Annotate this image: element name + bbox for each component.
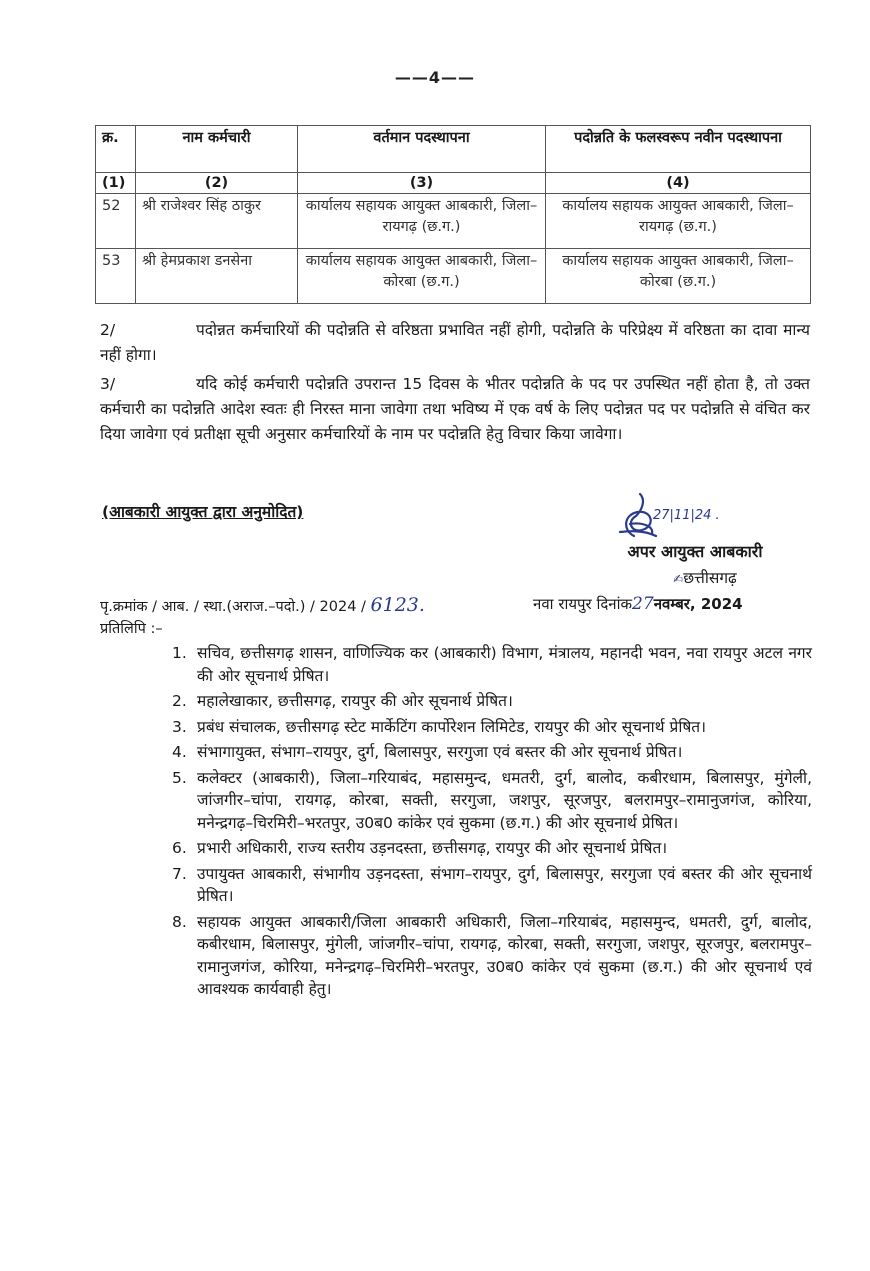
- paragraph-number: 3/: [100, 375, 116, 393]
- list-item: [172, 690, 812, 713]
- place-date-prefix: नवा रायपुर दिनांक: [533, 595, 633, 613]
- paragraph-number: 2/: [100, 321, 116, 339]
- reference-number: [100, 594, 425, 616]
- reference-prefix: पृ.क्रमांक / आब. / स्था.(अराज.–पदो.) / 2024 /: [100, 599, 371, 615]
- item-text: संभागायुक्त, संभाग–रायपुर, दुर्ग, बिलासपुर, सरगुजा एवं बस्तर की ओर सूचनार्थ प्रेषित।: [197, 743, 683, 761]
- handwritten-day: 27: [632, 594, 654, 614]
- item-number: 4.: [172, 743, 187, 761]
- approval-note: (आबकारी आयुक्त द्वारा अनुमोदित): [102, 503, 304, 521]
- header-serial: क्र.: [96, 126, 136, 173]
- list-item: [172, 767, 812, 835]
- header-employee-name: नाम कर्मचारी: [136, 126, 298, 173]
- employee-name: श्री राजेश्वर सिंह ठाकुर: [136, 194, 298, 249]
- signatory-state: [620, 566, 790, 588]
- employee-name: श्री हेमप्रकाश डनसेना: [136, 249, 298, 304]
- table-row: [96, 249, 811, 304]
- signatory-designation: अपर आयुक्त आबकारी: [627, 542, 763, 561]
- item-number: 3.: [172, 717, 187, 736]
- signature-date: 27|11|24 .: [653, 508, 720, 523]
- paragraph-text: यदि कोई कर्मचारी पदोन्नति उपरान्त 15 दिवस के भीतर पदोन्नति के पद पर उपस्थित नहीं होता है, तो उक्त कर्मचारी का पदोन्नति आदेश स्वतः ही निरस्त माना जावेगा तथा भविष्य में एक वर्ष के लिए पदोन्नत पद पर पदोन्नति से वंचित कर दिया जावेगा एवं प्रतीक्षा सूची अनुसार कर्मचारियों के नाम पर पदोन्नति हेतु विचार किया जावेगा।: [100, 375, 810, 443]
- serial-number: 52: [96, 194, 136, 249]
- new-posting: कार्यालय सहायक आयुक्त आबकारी, जिला–रायगढ़ (छ.ग.): [546, 194, 811, 249]
- month-year: नवम्बर, 2024: [653, 595, 743, 613]
- item-number: 1.: [172, 644, 187, 662]
- item-number: 6.: [172, 839, 187, 857]
- item-text: प्रभारी अधिकारी, राज्य स्तरीय उड़नदस्ता, छत्तीसगढ़, रायपुर की ओर सूचनार्थ प्रेषित।: [197, 839, 668, 857]
- list-item: [172, 642, 812, 687]
- copy-to-list: [172, 642, 812, 1004]
- header-new-posting: पदोन्नति के फलस्वरूप नवीन पदस्थापना: [546, 126, 811, 173]
- item-number: 8.: [172, 912, 187, 931]
- promotion-posting-table: [95, 125, 811, 304]
- item-number: 7.: [172, 864, 187, 883]
- column-number: (2): [136, 173, 298, 194]
- column-number: (4): [546, 173, 811, 194]
- list-item: [172, 741, 812, 764]
- list-item: [172, 837, 812, 860]
- state-name: छत्तीसगढ़: [683, 569, 737, 587]
- initial-mark-icon: ✍: [673, 572, 684, 586]
- copy-to-label: प्रतिलिपि :–: [100, 621, 163, 637]
- column-number-row: [96, 173, 811, 194]
- list-item: [172, 911, 812, 1001]
- table-row: [96, 194, 811, 249]
- new-posting: कार्यालय सहायक आयुक्त आबकारी, जिला–कोरबा (छ.ग.): [546, 249, 811, 304]
- handwritten-reference-number: 6123.: [370, 594, 425, 616]
- place-and-date: [533, 594, 743, 614]
- serial-number: 53: [96, 249, 136, 304]
- list-item: [172, 863, 812, 908]
- paragraph-text: पदोन्नत कर्मचारियों की पदोन्नति से वरिष्ठता प्रभावित नहीं होगी, पदोन्नति के परिप्रेक्ष्य में वरिष्ठता का दावा मान्य नहीं होगा।: [100, 321, 810, 364]
- page-number: ——4——: [394, 68, 476, 87]
- item-number: 2.: [172, 692, 187, 710]
- list-item: [172, 716, 812, 739]
- table-header-row: [96, 126, 811, 173]
- item-text: कलेक्टर (आबकारी), जिला–गरियाबंद, महासमुन्द, धमतरी, दुर्ग, बालोद, कबीरधाम, बिलासपुर, मुंगेली, जांजगीर–चांपा, रायगढ़, कोरबा, सक्ती, सरगुजा, जशपुर, सूरजपुर, बलरामपुर–रामानुजगंज, कोरिया, मनेन्द्रगढ़–चिरमिरी–भरतपुर, उ0ब0 कांकेर एवं सुकमा (छ.ग.) की ओर सूचनार्थ प्रेषित।: [197, 768, 812, 832]
- column-number: (1): [96, 173, 136, 194]
- item-text: प्रबंध संचालक, छत्तीसगढ़ स्टेट मार्केटिंग कार्पोरेशन लिमिटेड, रायपुर की ओर सूचनार्थ प्रेषित।: [197, 717, 706, 736]
- paragraph-3: [100, 372, 810, 447]
- item-number: 5.: [172, 768, 187, 787]
- paragraph-2: [100, 318, 810, 368]
- item-text: महालेखाकार, छत्तीसगढ़, रायपुर की ओर सूचनार्थ प्रेषित।: [197, 692, 513, 710]
- header-current-posting: वर्तमान पदस्थापना: [298, 126, 546, 173]
- current-posting: कार्यालय सहायक आयुक्त आबकारी, जिला–रायगढ़ (छ.ग.): [298, 194, 546, 249]
- item-text: सचिव, छत्तीसगढ़ शासन, वाणिज्यिक कर (आबकारी) विभाग, मंत्रालय, महानदी भवन, नवा रायपुर अटल नगर की ओर सूचनार्थ प्रेषित।: [197, 644, 812, 685]
- item-text: उपायुक्त आबकारी, संभागीय उड़नदस्ता, संभाग–रायपुर, दुर्ग, बिलासपुर, सरगुजा एवं बस्तर की ओर सूचनार्थ प्रेषित।: [197, 864, 812, 905]
- column-number: (3): [298, 173, 546, 194]
- current-posting: कार्यालय सहायक आयुक्त आबकारी, जिला–कोरबा (छ.ग.): [298, 249, 546, 304]
- item-text: सहायक आयुक्त आबकारी/जिला आबकारी अधिकारी, जिला–गरियाबंद, महासमुन्द, धमतरी, दुर्ग, बालोद, कबीरधाम, बिलासपुर, मुंगेली, जांजगीर–चांपा, रायगढ़, कोरबा, सक्ती, सरगुजा, जशपुर, सूरजपुर, बलरामपुर–रामानुजगंज, कोरिया, मनेन्द्रगढ़–चिरमिरी–भरतपुर, उ0ब0 कांकेर एवं सुकमा (छ.ग.) की ओर सूचनार्थ एवं आवश्यक कार्यवाही हेतु।: [197, 912, 812, 998]
